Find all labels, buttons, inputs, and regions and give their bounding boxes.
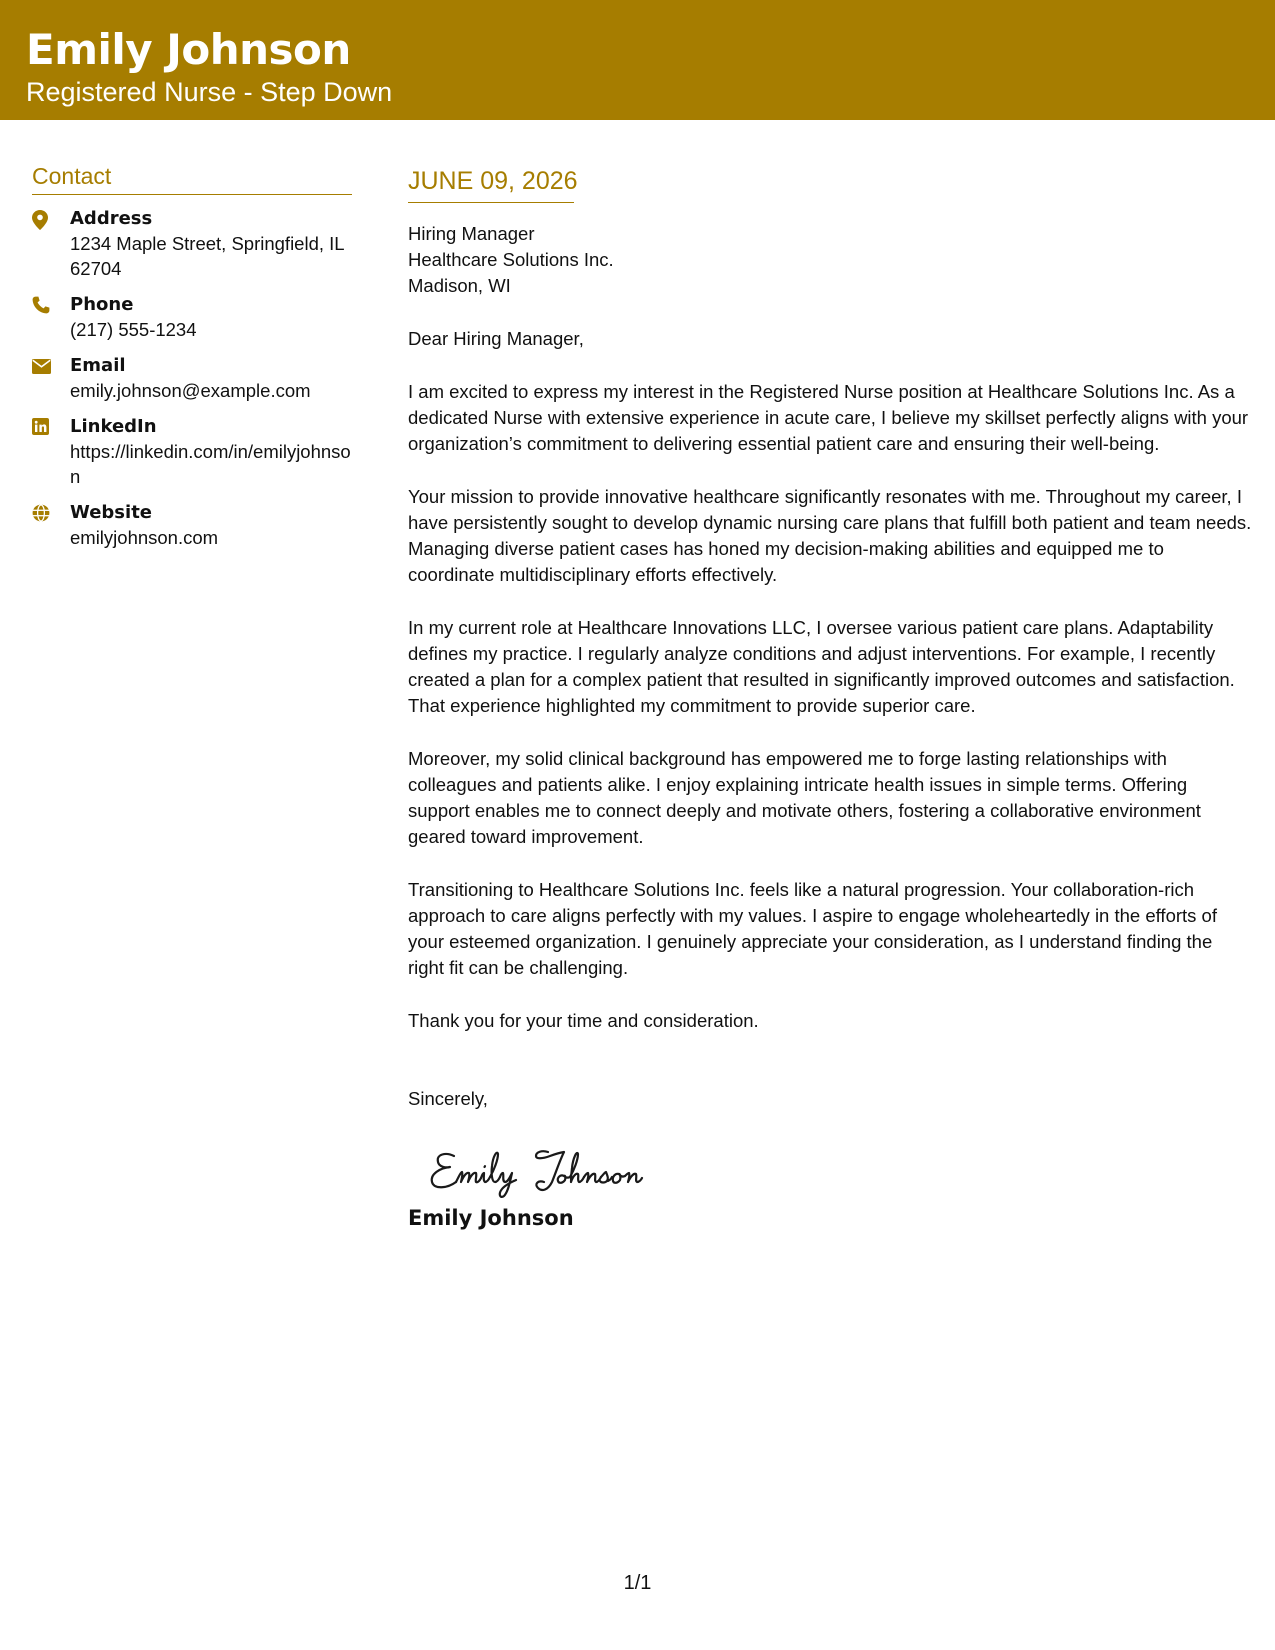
applicant-name: Emily Johnson: [26, 25, 351, 74]
contact-list: [32, 207, 352, 550]
contact-label: Email: [70, 355, 126, 376]
contact-label: LinkedIn: [70, 416, 157, 437]
signed-name: Emily Johnson: [408, 1206, 574, 1230]
letter-paragraph: In my current role at Healthcare Innovations LLC, I oversee various patient care plans. Adaptability defines my practice. I regularly analyze conditions and adjust interventions. For example, I recently created a plan for a complex patient that resulted in significantly improved outcomes and satisfaction. That experience highlighted my commitment to provide superior care.: [408, 617, 1235, 716]
contact-item-phone: [32, 293, 352, 342]
salutation: Dear Hiring Manager,: [408, 328, 584, 349]
email-value: emily.johnson@example.com: [70, 380, 311, 401]
contact-item-email: [32, 354, 352, 403]
contact-item-website: [32, 501, 352, 550]
signoff: Sincerely,: [408, 1088, 488, 1109]
contact-item-address: [32, 207, 352, 281]
contact-label: Phone: [70, 294, 134, 315]
letter-body: [408, 165, 1253, 1232]
map-pin-icon: [32, 207, 70, 230]
page-number: 1/1: [623, 1572, 652, 1594]
phone-value: (217) 555-1234: [70, 319, 197, 340]
contact-sidebar: [32, 162, 352, 562]
applicant-title: Registered Nurse - Step Down: [26, 77, 393, 107]
handwritten-signature: [426, 1142, 1253, 1200]
globe-icon: [32, 501, 70, 522]
recipient-line: Hiring Manager: [408, 223, 535, 244]
letter-paragraph: I am excited to express my interest in the Registered Nurse position at Healthcare Solutions Inc. As a dedicated Nurse with extensive experience in acute care, I believe my skillset perfectly aligns with your organization’s commitment to delivering essential patient care and ensuring their well-being.: [408, 381, 1249, 454]
letter-paragraph: Moreover, my solid clinical background has empowered me to forge lasting relationships with colleagues and patients alike. I enjoy explaining intricate health issues in simple terms. Offering support enables me to connect deeply and motivate others, fostering a collaborative environment geared toward improvement.: [408, 748, 1201, 847]
address-value: 1234 Maple Street, Springfield, IL 62704: [70, 233, 344, 279]
linkedin-value[interactable]: https://linkedin.com/in/emilyjohnson: [70, 441, 351, 487]
recipient-line: Healthcare Solutions Inc.: [408, 249, 614, 270]
contact-heading: Contact: [32, 162, 352, 195]
letter-paragraph: Your mission to provide innovative healthcare significantly resonates with me. Throughout my career, I have persistently sought to develop dynamic nursing care plans that fulfill both patient and team needs. Managing diverse patient cases has honed my decision-making abilities and equipped me to coordinate multidisciplinary efforts effectively.: [408, 486, 1252, 585]
letter-paragraph: Transitioning to Healthcare Solutions Inc. feels like a natural progression. Your collaboration-rich approach to care aligns perfectly with my values. I aspire to engage wholeheartedly in the efforts of your esteemed organization. I genuinely appreciate your consideration, as I understand finding the right fit can be challenging.: [408, 879, 1217, 978]
envelope-icon: [32, 354, 70, 374]
website-value[interactable]: emilyjohnson.com: [70, 527, 219, 548]
contact-label: Address: [70, 208, 153, 229]
recipient-line: Madison, WI: [408, 275, 511, 296]
contact-item-linkedin: [32, 415, 352, 489]
linkedin-icon: [32, 415, 70, 435]
contact-label: Website: [70, 502, 153, 523]
letter-date: JUNE 09, 2026: [408, 165, 574, 203]
recipient-block: [408, 221, 1253, 299]
phone-icon: [32, 293, 70, 314]
header-banner: [0, 0, 1275, 120]
closing-line: Thank you for your time and consideration.: [408, 1010, 759, 1031]
